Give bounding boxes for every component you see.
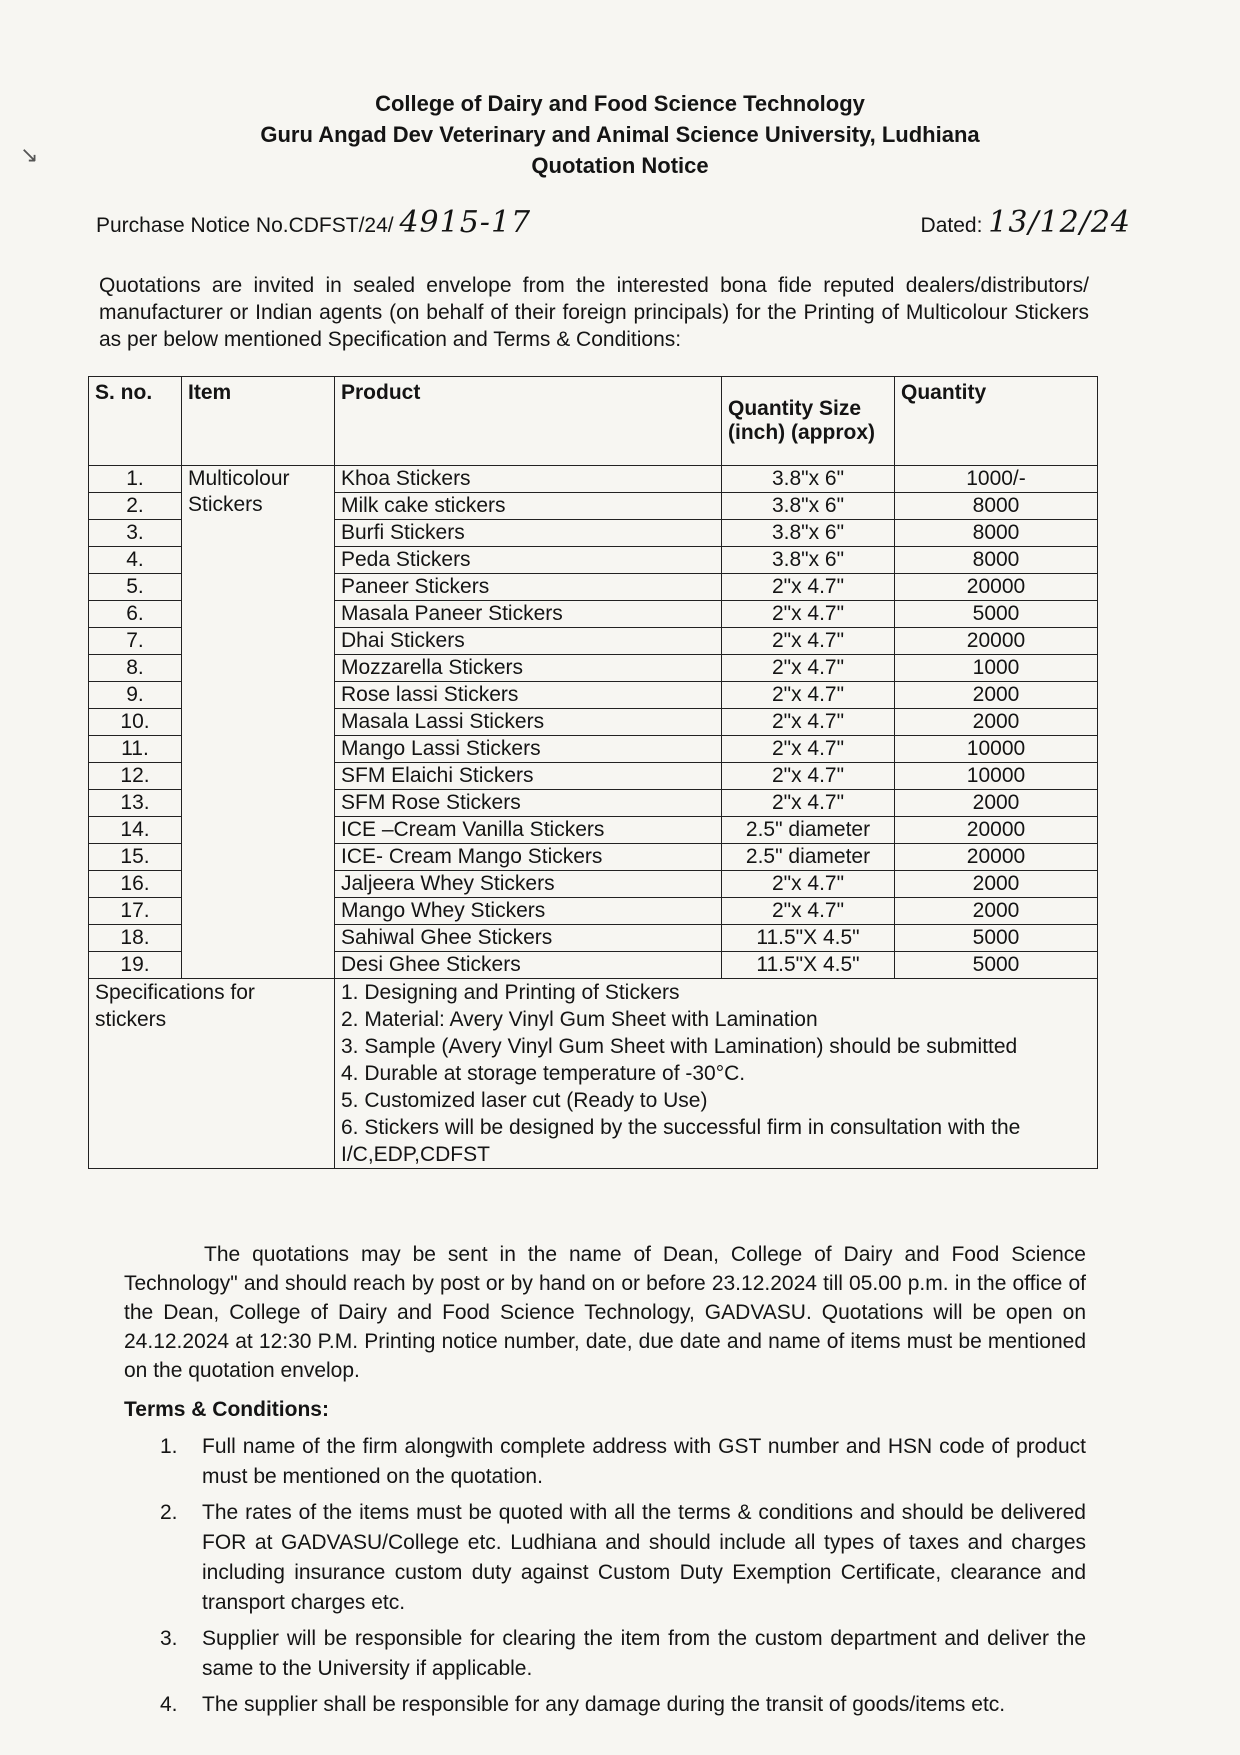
row-size: 2"x 4.7" (722, 790, 895, 817)
row-sno: 8. (89, 655, 182, 682)
row-qty: 5000 (895, 601, 1098, 628)
spec-row (89, 979, 1098, 1169)
submission-paragraph (124, 1240, 1086, 1385)
row-qty: 10000 (895, 763, 1098, 790)
row-qty: 10000 (895, 736, 1098, 763)
row-qty: 8000 (895, 493, 1098, 520)
submission-text: The quotations may be sent in the name of Dean, College of Dairy and Food Science Technology" and should reach by post or by hand on or before 23.12.2024 till 05.00 p.m. in the office of the Dean, College of Dairy and Food Science Technology, GADVASU. Quotations will be open on 24.12.2024 at 12:30 P.M. Printing notice number, date, due date and name of items must be mentioned on the quotation envelop. (124, 1243, 1086, 1382)
term-item (160, 1624, 1086, 1684)
term-number: 1. (160, 1435, 178, 1458)
row-size: 11.5"X 4.5" (722, 952, 895, 979)
spec-item: 5. Customized laser cut (Ready to Use) (341, 1089, 708, 1112)
header-product: Product (335, 377, 722, 466)
row-size: 3.8"x 6" (722, 520, 895, 547)
row-sno: 16. (89, 871, 182, 898)
spec-item: 6. Stickers will be designed by the successful firm in consultation with the I/C,EDP,CDFST (341, 1116, 1021, 1166)
row-size: 3.8"x 6" (722, 493, 895, 520)
row-sno: 14. (89, 817, 182, 844)
row-size: 2.5" diameter (722, 844, 895, 871)
row-sno: 12. (89, 763, 182, 790)
row-product: ICE- Cream Mango Stickers (335, 844, 722, 871)
term-text: The rates of the items must be quoted with all the terms & conditions and should be delivered FOR at GADVASU/College etc. Ludhiana and should include all types of taxes and charges including insurance custom duty against Custom Duty Exemption Certificate, clearance and transport charges etc. (202, 1501, 1086, 1614)
row-size: 2"x 4.7" (722, 709, 895, 736)
row-qty: 1000 (895, 655, 1098, 682)
row-size: 3.8"x 6" (722, 547, 895, 574)
row-product: SFM Elaichi Stickers (335, 763, 722, 790)
date-handwritten: 13/12/24 (988, 205, 1131, 240)
pen-mark-icon: ↘ (20, 142, 39, 167)
row-qty: 20000 (895, 817, 1098, 844)
row-sno: 4. (89, 547, 182, 574)
row-sno: 5. (89, 574, 182, 601)
row-sno: 1. (89, 466, 182, 493)
row-product: Sahiwal Ghee Stickers (335, 925, 722, 952)
term-text: Full name of the firm alongwith complete address with GST number and HSN code of product must be mentioned on the quotation. (202, 1435, 1086, 1488)
term-text: The supplier shall be responsible for any damage during the transit of goods/items etc. (202, 1693, 1006, 1716)
header-sno: S. no. (89, 377, 182, 466)
row-qty: 5000 (895, 925, 1098, 952)
document-header (0, 88, 1240, 181)
row-sno: 7. (89, 628, 182, 655)
row-product: Khoa Stickers (335, 466, 722, 493)
row-sno: 19. (89, 952, 182, 979)
spec-item: 1. Designing and Printing of Stickers (341, 981, 680, 1004)
row-qty: 2000 (895, 871, 1098, 898)
term-item (160, 1498, 1086, 1618)
row-product: Mozzarella Stickers (335, 655, 722, 682)
terms-title: Terms & Conditions: (124, 1398, 329, 1421)
term-number: 4. (160, 1693, 178, 1716)
row-product: Mango Whey Stickers (335, 898, 722, 925)
spec-label: Specifications for stickers (89, 979, 335, 1169)
header-qty: Quantity (895, 377, 1098, 466)
row-qty: 5000 (895, 952, 1098, 979)
college-name: College of Dairy and Food Science Technology (375, 91, 865, 116)
row-sno: 17. (89, 898, 182, 925)
row-size: 3.8"x 6" (722, 466, 895, 493)
term-item (160, 1690, 1086, 1720)
term-item (160, 1432, 1086, 1492)
university-name: Guru Angad Dev Veterinary and Animal Science University, Ludhiana (260, 122, 980, 147)
row-product: ICE –Cream Vanilla Stickers (335, 817, 722, 844)
notice-number-label: Purchase Notice No.CDFST/24/ (96, 214, 394, 237)
row-product: Masala Lassi Stickers (335, 709, 722, 736)
spec-item: 4. Durable at storage temperature of -30°C. (341, 1062, 746, 1085)
row-product: Burfi Stickers (335, 520, 722, 547)
row-product: SFM Rose Stickers (335, 790, 722, 817)
spec-item: 3. Sample (Avery Vinyl Gum Sheet with Lamination) should be submitted (341, 1035, 1018, 1058)
table-body (89, 466, 1098, 1169)
row-size: 2"x 4.7" (722, 628, 895, 655)
row-qty: 2000 (895, 682, 1098, 709)
row-sno: 15. (89, 844, 182, 871)
row-product: Masala Paneer Stickers (335, 601, 722, 628)
row-qty: 8000 (895, 547, 1098, 574)
row-size: 2.5" diameter (722, 817, 895, 844)
row-product: Jaljeera Whey Stickers (335, 871, 722, 898)
row-product: Mango Lassi Stickers (335, 736, 722, 763)
row-size: 11.5"X 4.5" (722, 925, 895, 952)
terms-list (160, 1432, 1086, 1726)
row-size: 2"x 4.7" (722, 736, 895, 763)
row-product: Milk cake stickers (335, 493, 722, 520)
term-number: 3. (160, 1627, 178, 1650)
row-qty: 8000 (895, 520, 1098, 547)
row-size: 2"x 4.7" (722, 871, 895, 898)
row-item: Multicolour Stickers (182, 466, 335, 979)
row-sno: 9. (89, 682, 182, 709)
row-sno: 11. (89, 736, 182, 763)
notice-info-row (96, 205, 1131, 245)
row-product: Dhai Stickers (335, 628, 722, 655)
row-sno: 13. (89, 790, 182, 817)
notice-date (921, 205, 1131, 240)
header-item: Item (182, 377, 335, 466)
row-product: Rose lassi Stickers (335, 682, 722, 709)
table-header-row (89, 377, 1098, 466)
header-size: Quantity Size (inch) (approx) (722, 377, 895, 466)
row-qty: 20000 (895, 574, 1098, 601)
row-qty: 2000 (895, 709, 1098, 736)
row-size: 2"x 4.7" (722, 682, 895, 709)
document-title: Quotation Notice (531, 153, 709, 178)
row-product: Peda Stickers (335, 547, 722, 574)
purchase-notice-number (96, 205, 531, 240)
row-size: 2"x 4.7" (722, 574, 895, 601)
spec-item: 2. Material: Avery Vinyl Gum Sheet with Lamination (341, 1008, 818, 1031)
term-text: Supplier will be responsible for clearing the item from the custom department and deliver the same to the University if applicable. (202, 1627, 1086, 1680)
row-sno: 2. (89, 493, 182, 520)
date-label: Dated: (920, 214, 983, 237)
row-product: Desi Ghee Stickers (335, 952, 722, 979)
row-product: Paneer Stickers (335, 574, 722, 601)
sticker-table (88, 376, 1098, 1169)
row-qty: 20000 (895, 844, 1098, 871)
row-qty: 1000/- (895, 466, 1098, 493)
row-sno: 10. (89, 709, 182, 736)
row-size: 2"x 4.7" (722, 763, 895, 790)
row-qty: 2000 (895, 898, 1098, 925)
row-sno: 18. (89, 925, 182, 952)
intro-paragraph: Quotations are invited in sealed envelope from the interested bona fide reputed dealers/distributors/ manufacturer or Indian agents (on behalf of their foreign principals) for the Printing of Multicolour Stickers as per below mentioned Specification and Terms & Conditions: (99, 274, 1089, 351)
term-number: 2. (160, 1501, 178, 1524)
table-row (89, 466, 1098, 493)
row-qty: 20000 (895, 628, 1098, 655)
notice-number-handwritten: 4915-17 (399, 205, 532, 240)
row-size: 2"x 4.7" (722, 601, 895, 628)
spec-list (335, 979, 1098, 1169)
row-size: 2"x 4.7" (722, 655, 895, 682)
row-sno: 3. (89, 520, 182, 547)
row-qty: 2000 (895, 790, 1098, 817)
row-sno: 6. (89, 601, 182, 628)
row-size: 2"x 4.7" (722, 898, 895, 925)
